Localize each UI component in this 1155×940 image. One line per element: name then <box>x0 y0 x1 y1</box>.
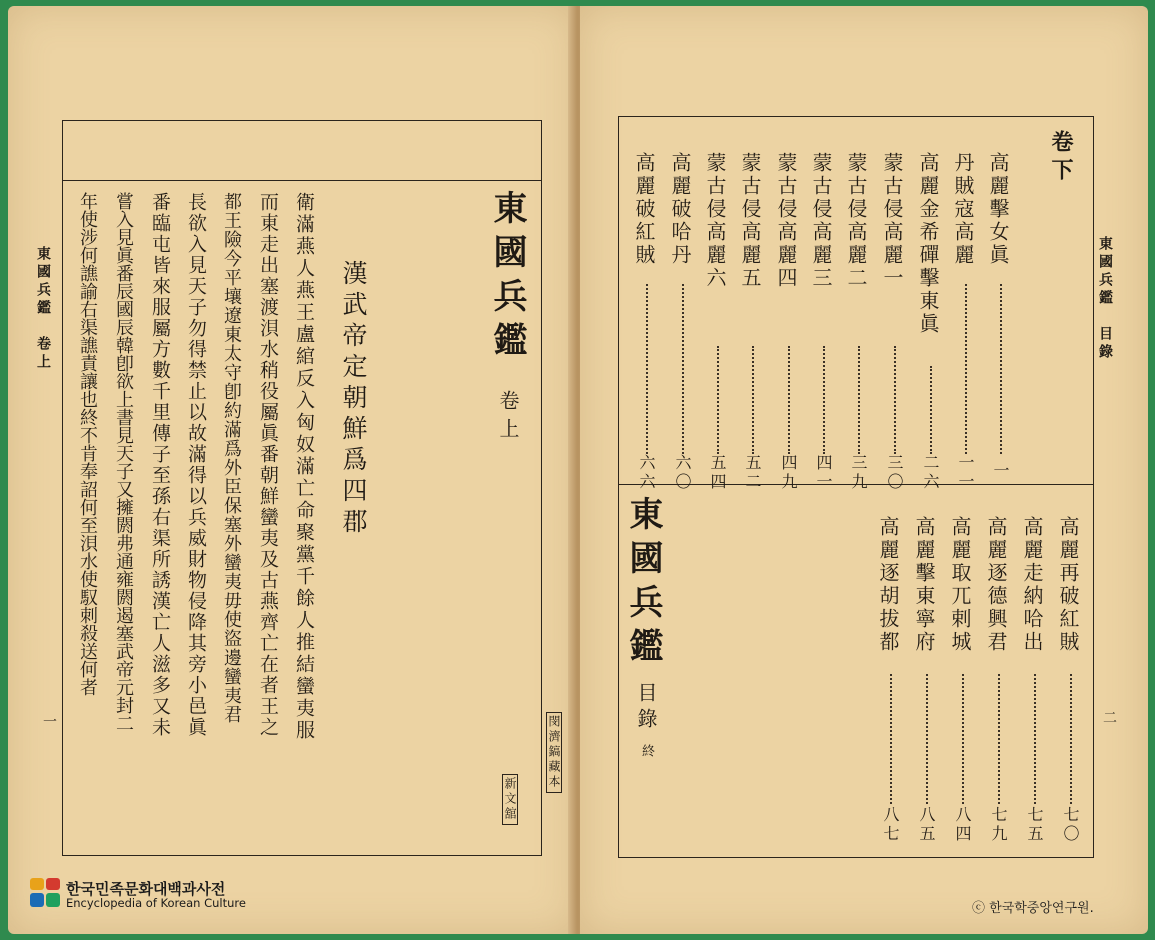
toc-leader-dots <box>930 366 932 454</box>
volume-heading: 卷下 <box>1048 130 1074 186</box>
toc-entry-page: 三九 <box>849 454 868 492</box>
left-page <box>8 6 576 934</box>
toc-entry-page: 四九 <box>779 454 798 492</box>
toc-entry-title: 高麗走納哈出 <box>1020 516 1044 654</box>
body-column: 長欲入見天子勿得禁止以故滿得以兵威財物侵降其旁小邑眞 <box>185 192 207 738</box>
toc-entry-title: 蒙古侵高麗六 <box>703 152 727 290</box>
toc-entry-title: 蒙古侵高麗五 <box>738 152 762 290</box>
toc-leader-dots <box>965 284 967 454</box>
toc-leader-dots <box>894 346 896 454</box>
book-title: 東國兵鑑 <box>487 190 527 366</box>
toc-entry-title: 高麗金希磾擊東眞 <box>916 152 940 336</box>
toc-leader-dots <box>1070 674 1072 804</box>
toc-leader-dots <box>752 346 754 454</box>
toc-entry-title: 高麗逐德興君 <box>984 516 1008 654</box>
volume-label: 卷上 <box>496 390 520 446</box>
toc-leader-dots <box>998 674 1000 804</box>
toc-entry-title: 高麗取兀剌城 <box>948 516 972 654</box>
toc-entry-title: 高麗再破紅賊 <box>1056 516 1080 654</box>
toc-entry-title: 高麗破紅賊 <box>632 152 656 267</box>
toc-entry-page: 五二 <box>743 454 762 492</box>
collector-seal-label: 閔濟鎬藏本 <box>546 712 562 793</box>
toc-entry-page: 五四 <box>708 454 727 492</box>
edition-label: 新文舘 <box>502 774 518 825</box>
brand-korean-name: 한국민족문화대백과사전 <box>66 880 226 898</box>
toc-entry-page: 一 <box>991 462 1010 481</box>
toc-entry-page: 八四 <box>953 806 972 844</box>
toc-entry-title: 蒙古侵高麗一 <box>880 152 904 290</box>
left-margin-page-number: 一 <box>41 714 57 731</box>
toc-entry-title: 丹賊寇高麗 <box>951 152 975 267</box>
body-column: 都王險今平壤遼東太守卽約滿爲外臣保塞外蠻夷毋使盜邊蠻夷君 <box>221 192 242 724</box>
toc-leader-dots <box>1034 674 1036 804</box>
toc-leader-dots <box>858 346 860 454</box>
left-margin-title: 東國兵鑑 卷上 <box>35 246 51 372</box>
chapter-title: 漢武帝定朝鮮爲四郡 <box>339 260 368 539</box>
toc-entry-page: 一一 <box>956 454 975 492</box>
toc-leader-dots <box>682 284 684 454</box>
toc-leader-dots <box>890 674 892 804</box>
book-spread <box>8 6 1148 934</box>
toc-entry-title: 蒙古侵高麗四 <box>774 152 798 290</box>
body-column: 番臨屯皆來服屬方數千里傳子至孫右渠所誘漢亡人滋多又未 <box>149 192 171 738</box>
toc-entry-title: 高麗擊東寧府 <box>912 516 936 654</box>
toc-entry-page: 四一 <box>814 454 833 492</box>
right-margin-title: 東國兵鑑 目錄 <box>1097 236 1113 362</box>
toc-closing-end: 終 <box>639 744 654 760</box>
body-column: 衛滿燕人燕王盧綰反入匈奴滿亡命聚黨千餘人推結蠻夷服 <box>293 192 315 742</box>
toc-entry-page: 八五 <box>917 806 936 844</box>
toc-leader-dots <box>646 284 648 454</box>
toc-entry-title: 高麗破哈丹 <box>668 152 692 267</box>
toc-entry-page: 七〇 <box>1061 806 1080 844</box>
toc-entry-title: 蒙古侵高麗二 <box>844 152 868 290</box>
toc-entry-title: 高麗擊女眞 <box>986 152 1010 267</box>
toc-entry-page: 六〇 <box>673 454 692 492</box>
toc-entry-page: 三〇 <box>885 454 904 492</box>
body-column: 而東走出塞渡浿水稍役屬眞番朝鮮蠻夷及古燕齊亡在者王之 <box>257 192 279 738</box>
brand-english-name: Encyclopedia of Korean Culture <box>66 896 246 910</box>
toc-closing-title: 東國兵鑑 <box>623 496 663 672</box>
toc-entry-page: 七九 <box>989 806 1008 844</box>
body-column: 年使涉何譙諭右渠譙責讓也終不肯奉詔何至浿水使馭刺殺送何者 <box>77 192 98 696</box>
toc-leader-dots <box>823 346 825 454</box>
toc-leader-dots <box>1000 284 1002 454</box>
body-column: 嘗入見眞番辰國辰韓卽欲上書見天子又擁閼弗通雍閼遏塞武帝元封二 <box>113 192 134 732</box>
toc-entry-title: 高麗逐胡拔都 <box>876 516 900 654</box>
copyright-notice: ⓒ 한국학중앙연구원. <box>972 901 1094 916</box>
right-margin-page-number: 二 <box>1101 710 1117 727</box>
toc-leader-dots <box>926 674 928 804</box>
toc-leader-dots <box>962 674 964 804</box>
toc-entry-page: 七五 <box>1025 806 1044 844</box>
toc-entry-page: 八七 <box>881 806 900 844</box>
toc-leader-dots <box>788 346 790 454</box>
toc-entry-title: 蒙古侵高麗三 <box>809 152 833 290</box>
left-header-rule <box>62 180 542 181</box>
toc-entry-page: 六六 <box>637 454 656 492</box>
toc-entry-page: 二六 <box>921 454 940 492</box>
right-page <box>580 6 1148 934</box>
toc-leader-dots <box>717 346 719 454</box>
encyclopedia-logo-icon <box>30 878 60 908</box>
toc-closing-subtitle: 目錄 <box>634 682 658 734</box>
